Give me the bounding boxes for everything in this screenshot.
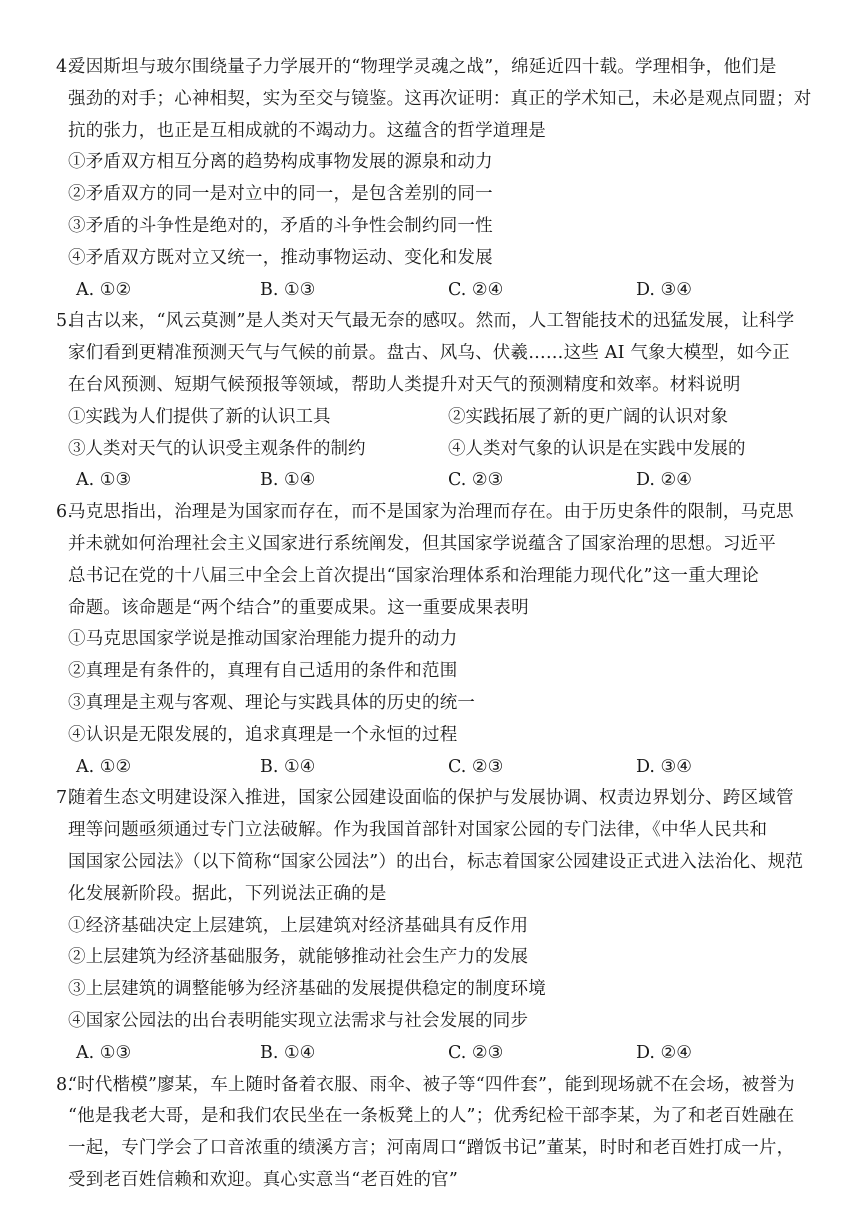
option-b[interactable]: B. ①④	[260, 1042, 316, 1063]
statement: ③矛盾的斗争性是绝对的，矛盾的斗争性会制约同一性	[68, 215, 493, 236]
question-stem-line: 一起，专门学会了口音浓重的绩溪方言；河南周口“蹭饭书记”董某，时时和老百姓打成一片，	[68, 1138, 795, 1159]
option-d[interactable]: D. ②④	[636, 470, 692, 491]
question-stem-line	[56, 1070, 823, 1102]
question-6	[56, 497, 823, 783]
option-d[interactable]: D. ③④	[636, 756, 692, 777]
option-c[interactable]: C. ②③	[448, 470, 504, 491]
question-stem-line	[56, 306, 823, 338]
option-d[interactable]: D. ③④	[636, 279, 692, 300]
statement: ③真理是主观与客观、理论与实践具体的历史的统一	[68, 692, 476, 713]
question-stem-line: 强劲的对手；心神相契，实为至交与镜鉴。这再次证明：真正的学术知己，未必是观点同盟；对	[68, 88, 812, 109]
option-a[interactable]: A. ①②	[76, 279, 132, 300]
option-c[interactable]: C. ②③	[448, 756, 504, 777]
question-number: 5.	[56, 311, 74, 332]
stem-text: “时代楷模”廖某，车上随时备着衣服、雨伞、被子等“四件套”，能到现场就不在会场，被誉为	[68, 1074, 795, 1095]
stem-text: 马克思指出，治理是为国家而存在，而不是国家为治理而存在。由于历史条件的限制，马克思	[68, 502, 794, 523]
question-stem-line: 并未就如何治理社会主义国家进行系统阐发，但其国家学说蕴含了国家治理的思想。习近平	[68, 533, 776, 554]
question-4	[56, 52, 823, 306]
statement: ①实践为人们提供了新的认识工具	[68, 406, 331, 427]
question-stem-line: 化发展新阶段。据此，下列说法正确的是	[68, 883, 387, 904]
option-d[interactable]: D. ②④	[636, 1042, 692, 1063]
question-stem-line: 命题。该命题是“两个结合”的重要成果。这一重要成果表明	[68, 597, 529, 618]
stem-text: 自古以来，“风云莫测”是人类对天气最无奈的感叹。然而，人工智能技术的迅猛发展，让科学	[68, 311, 795, 332]
stem-text: 爱因斯坦与玻尔围绕量子力学展开的“物理学灵魂之战”，绵延近四十载。学理相争，他们是	[68, 57, 777, 77]
question-8	[56, 1070, 823, 1197]
question-stem-line: “他是我老大哥，是和我们农民坐在一条板凳上的人”；优秀纪检干部李某，为了和老百姓融在	[68, 1106, 795, 1127]
statement-row	[68, 434, 823, 466]
statement-row	[68, 402, 823, 434]
answer-options	[68, 275, 823, 307]
statement: ①矛盾双方相互分离的趋势构成事物发展的源泉和动力	[68, 152, 493, 173]
option-a[interactable]: A. ①③	[76, 1042, 132, 1063]
question-number: 7.	[56, 788, 74, 809]
statement: ①经济基础决定上层建筑，上层建筑对经济基础具有反作用	[68, 915, 529, 936]
statement: ②矛盾双方的同一是对立中的同一，是包含差别的同一	[68, 184, 493, 205]
statement: ②实践拓展了新的更广阔的认识对象	[448, 406, 728, 427]
question-stem-line	[56, 52, 823, 84]
question-stem-line: 总书记在党的十八届三中全会上首次提出“国家治理体系和治理能力现代化”这一重大理论	[68, 565, 759, 586]
question-stem-line: 家们看到更精准预测天气与气候的前景。盘古、风乌、伏羲……这些 AI 气象大模型，如今正	[68, 343, 790, 364]
answer-options	[68, 752, 823, 784]
stem-text: 随着生态文明建设深入推进，国家公园建设面临的保护与发展协调、权责边界划分、跨区域管	[68, 788, 794, 809]
statement: ②上层建筑为经济基础服务，就能够推动社会生产力的发展	[68, 947, 529, 968]
question-stem-line	[56, 497, 823, 529]
question-number: 4.	[56, 57, 74, 77]
statement: ③上层建筑的调整能够为经济基础的发展提供稳定的制度环境	[68, 979, 546, 1000]
option-a[interactable]: A. ①③	[76, 470, 132, 491]
question-7	[56, 783, 823, 1069]
question-number: 8.	[56, 1074, 74, 1095]
question-number: 6.	[56, 502, 74, 523]
option-c[interactable]: C. ②③	[448, 1042, 504, 1063]
question-stem-line: 在台风预测、短期气候预报等领域，帮助人类提升对天气的预测精度和效率。材料说明	[68, 374, 741, 395]
option-b[interactable]: B. ①③	[260, 279, 316, 300]
option-a[interactable]: A. ①②	[76, 756, 132, 777]
question-stem-line: 理等问题亟须通过专门立法破解。作为我国首部针对国家公园的专门法律，《中华人民共和	[68, 820, 768, 841]
answer-options	[68, 465, 823, 497]
statement: ④矛盾双方既对立又统一，推动事物运动、变化和发展	[68, 247, 493, 268]
option-c[interactable]: C. ②④	[448, 279, 504, 300]
question-5	[56, 306, 823, 497]
question-stem-line: 受到老百姓信赖和欢迎。真心实意当“老百姓的官”	[68, 1169, 458, 1190]
statement: ④国家公园法的出台表明能实现立法需求与社会发展的同步	[68, 1010, 529, 1031]
statement: ①马克思国家学说是推动国家治理能力提升的动力	[68, 629, 458, 650]
statement: ②真理是有条件的，真理有自己适用的条件和范围	[68, 661, 458, 682]
statement: ④认识是无限发展的，追求真理是一个永恒的过程	[68, 724, 458, 745]
statement: ④人类对气象的认识是在实践中发展的	[448, 438, 746, 459]
statement: ③人类对天气的认识受主观条件的制约	[68, 438, 366, 459]
option-b[interactable]: B. ①④	[260, 470, 316, 491]
option-b[interactable]: B. ①④	[260, 756, 316, 777]
question-stem-line	[56, 783, 823, 815]
answer-options	[68, 1038, 823, 1070]
question-stem-line: 国国家公园法》（以下简称“国家公园法”）的出台，标志着国家公园建设正式进入法治化、规范	[68, 851, 804, 872]
question-stem-line: 抗的张力，也正是互相成就的不竭动力。这蕴含的哲学道理是	[68, 120, 546, 141]
